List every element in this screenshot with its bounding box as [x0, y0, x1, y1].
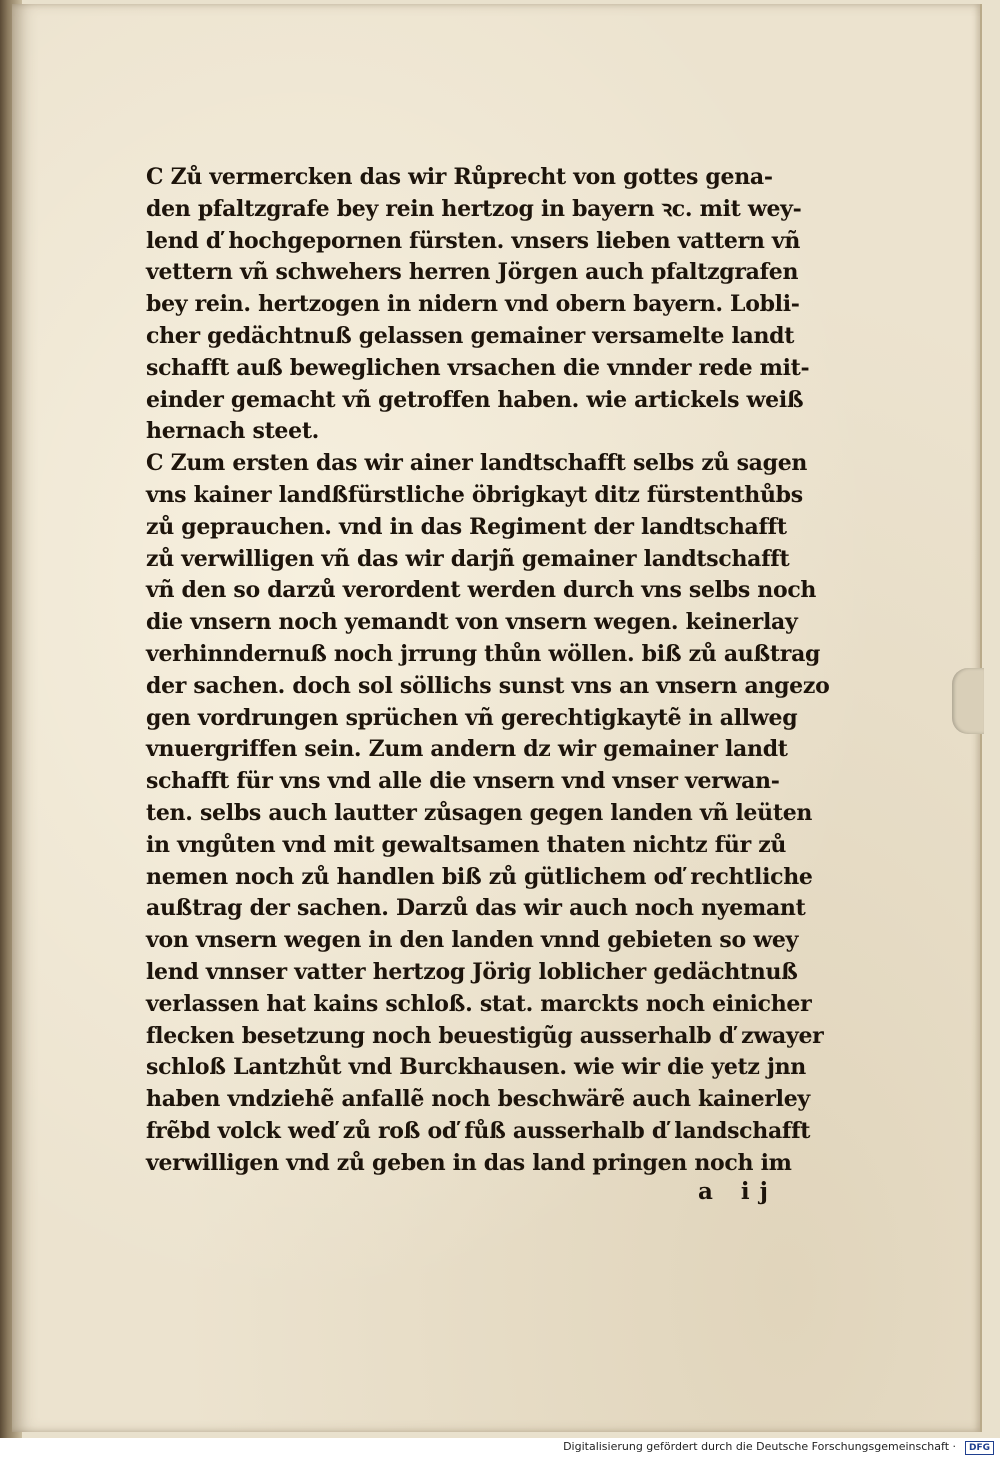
text-line: zů geprauchen. vnd in das Regiment der landtschafft [146, 513, 787, 540]
text-line: schafft auß beweglichen vrsachen die vnnder rede mit- [146, 354, 810, 381]
text-line: vñ den so darzů verordent werden durch vns selbs noch [146, 577, 817, 604]
text-line: zů verwilligen vñ das wir darjñ gemainer landtschafft [146, 545, 790, 572]
text-line: verwilligen vnd zů geben in das land pringen noch im [146, 1149, 792, 1176]
signature-mark: a ij [698, 1178, 778, 1205]
text-line: einder gemacht vñ getroffen haben. wie artickels weiß [146, 386, 804, 413]
text-line: frẽbd volck weď zů roß oď fůß ausserhalb ď landschafft [146, 1117, 811, 1144]
text-line: die vnsern noch yemandt von vnsern wegen. keinerlay [146, 609, 798, 636]
text-line: vettern vñ schwehers herren Jörgen auch pfaltzgrafen [146, 259, 799, 286]
text-line: gen vordrungen sprüchen vñ gerechtigkaytẽ in allweg [146, 704, 798, 731]
dfg-credit-text: Digitalisierung gefördert durch die Deutsche Forschungsgemeinschaft · [563, 1440, 956, 1453]
text-line: von vnsern wegen in den landen vnnd gebieten so wey [146, 927, 799, 954]
text-line: C Zů vermercken das wir Růprecht von gottes gena- [146, 164, 773, 190]
text-line: nemen noch zů handlen biß zů gütlichem oď rechtliche [146, 863, 813, 890]
digitization-footer [0, 1438, 1000, 1457]
text-line: schafft für vns vnd alle die vnsern vnd vnser verwan- [146, 768, 780, 795]
text-line: in vngůten vnd mit gewaltsamen thaten nichtz für zů [146, 831, 787, 858]
text-line: hernach steet. [146, 418, 320, 445]
page-edge-tab [952, 668, 984, 734]
text-line: haben vndziehẽ anfallẽ noch beschwärẽ auch kainerley [146, 1086, 810, 1113]
text-line: lend ď hochgepornen fürsten. vnsers lieben vattern vñ [146, 227, 801, 254]
text-line: der sachen. doch sol söllichs sunst vns an vnsern angezo [146, 672, 830, 699]
text-line: C Zum ersten das wir ainer landtschafft selbs zů sagen [146, 450, 808, 477]
text-line: cher gedächtnuß gelassen gemainer versamelte landt [146, 322, 795, 349]
dfg-logo-icon: DFG [965, 1441, 994, 1455]
text-line: lend vnnser vatter hertzog Jörig loblicher gedächtnuß [146, 958, 798, 985]
text-line: flecken besetzung noch beuestigũg ausserhalb ď zwayer [146, 1022, 824, 1049]
text-line: den pfaltzgrafe bey rein hertzog in bayern ꝛc. mit wey- [146, 195, 802, 222]
print-text-block [146, 162, 836, 1180]
text-line: außtrag der sachen. Darzů das wir auch noch nyemant [146, 895, 806, 922]
text-line: bey rein. hertzogen in nidern vnd obern bayern. Lobli- [146, 291, 800, 318]
text-line: vnuergriffen sein. Zum andern dz wir gemainer landt [146, 736, 788, 763]
text-line: verhinndernuß noch jrrung thůn wöllen. biß zů außtrag [146, 640, 821, 667]
text-line: vns kainer landßfürstliche öbrigkayt ditz fürstenthůbs [146, 481, 803, 508]
text-line: verlassen hat kains schloß. stat. marckts noch einicher [146, 990, 812, 1017]
text-line: ten. selbs auch lautter zůsagen gegen landen vñ leüten [146, 799, 813, 826]
text-line: schloß Lantzhůt vnd Burckhausen. wie wir die yetz jnn [146, 1054, 806, 1081]
